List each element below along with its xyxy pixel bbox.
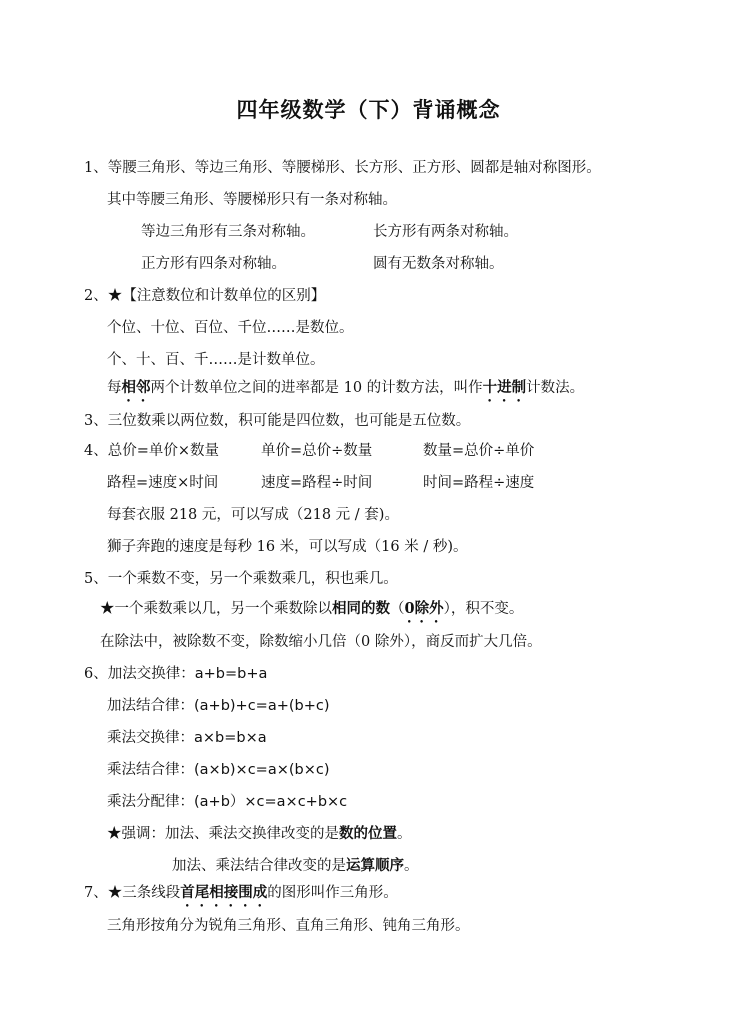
item-4-line-1b: 单价=总价÷数量 [261,443,373,459]
item-4-line-3: 每套衣服 218 元，可以写成（218 元 / 套)。 [107,507,399,523]
text-run: 加法、乘法结合律改变的是 [172,858,346,874]
emphasis-except: 除外 [414,600,444,617]
emphasis-end-to-end: 首尾相接围成 [180,884,268,901]
emphasis-zero: 0 [404,600,415,617]
law-label: 乘法结合律： [107,762,194,778]
law-label: 乘法交换律： [107,730,194,746]
page-title: 四年级数学（下）背诵概念 [236,98,501,122]
law-formula: (a+b)+c=a+(b+c) [194,698,330,714]
law-label: 加法结合律： [107,698,194,714]
emphasis-adjacent: 相邻 [121,379,151,396]
text-run: （ [390,601,405,617]
law-formula: a×b=b×a [194,730,267,746]
item-6-line-1 [84,664,267,684]
text-run: 。 [404,858,419,874]
item-6-line-5 [107,792,347,812]
item-5-line-1: 5、一个乘数不变，另一个乘数乘几，积也乘几。 [84,571,398,587]
item-5-line-2 [100,599,523,626]
item-1-line-4b: 圆有无数条对称轴。 [373,256,504,272]
emphasis-same-number: 相同的数 [332,600,390,617]
item-5-line-3: 在除法中，被除数不变，除数缩小几倍（0 除外），商反而扩大几倍。 [100,634,542,650]
item-1-line-3a: 等边三角形有三条对称轴。 [141,224,315,240]
item-2-line-1: 2、★【注意数位和计数单位的区别】 [84,288,326,304]
law-formula: a+b=b+a [194,666,268,682]
law-formula: (a×b)×c=a×(b×c) [194,762,330,778]
item-4-line-1a: 4、总价=单价×数量 [84,443,220,459]
item-7-line-2: 三角形按角分为锐角三角形、直角三角形、钝角三角形。 [107,918,470,934]
item-4-line-2a: 路程=速度×时间 [107,475,219,491]
item-1-line-3b: 长方形有两条对称轴。 [373,224,518,240]
text-run: 。 [397,826,412,842]
item-1-line-2: 其中等腰三角形、等腰梯形只有一条对称轴。 [107,192,397,208]
text-run: ），积不变。 [443,601,524,617]
item-3-line-1: 3、三位数乘以两位数，积可能是四位数，也可能是五位数。 [84,413,471,429]
text-run: ★一个乘数乘以几，另一个乘数除以 [100,601,332,617]
item-4-line-2c: 时间=路程÷速度 [423,475,535,491]
item-1-line-4a: 正方形有四条对称轴。 [141,256,286,272]
item-2-line-3: 个、十、百、千……是计数单位。 [107,352,325,368]
item-2-line-4 [107,378,584,405]
item-1-line-1: 1、等腰三角形、等边三角形、等腰梯形、长方形、正方形、圆都是轴对称图形。 [84,160,601,176]
item-6-line-6 [107,824,412,844]
item-4-line-2b: 速度=路程÷时间 [261,475,373,491]
item-6-line-2 [107,696,330,716]
emphasis-decimal-system: 十进制 [482,379,527,396]
item-4-line-1c: 数量=总价÷单价 [423,443,535,459]
item-6-line-7 [172,856,419,876]
text-run: 两个计数单位之间的进率都是 10 的计数方法，叫作 [150,380,483,396]
item-4-line-4: 狮子奔跑的速度是每秒 16 米，可以写成（16 米 / 秒)。 [107,539,468,555]
item-6-line-4 [107,760,330,780]
emphasis-operation-order: 运算顺序 [346,857,404,874]
text-run: 7、★三条线段 [84,885,181,901]
text-run: 的图形叫作三角形。 [267,885,398,901]
law-label: 乘法分配律： [107,794,194,810]
law-label: 6、加法交换律： [84,666,195,682]
item-7-line-1 [84,883,398,910]
item-6-line-3 [107,728,267,748]
text-run: 计数法。 [526,380,585,396]
law-formula: (a+b）×c=a×c+b×c [194,794,348,810]
text-run: ★强调：加法、乘法交换律改变的是 [107,826,339,842]
item-2-line-2: 个位、十位、百位、千位……是数位。 [107,320,354,336]
emphasis-number-position: 数的位置 [339,825,397,842]
text-run: 每 [107,380,122,396]
